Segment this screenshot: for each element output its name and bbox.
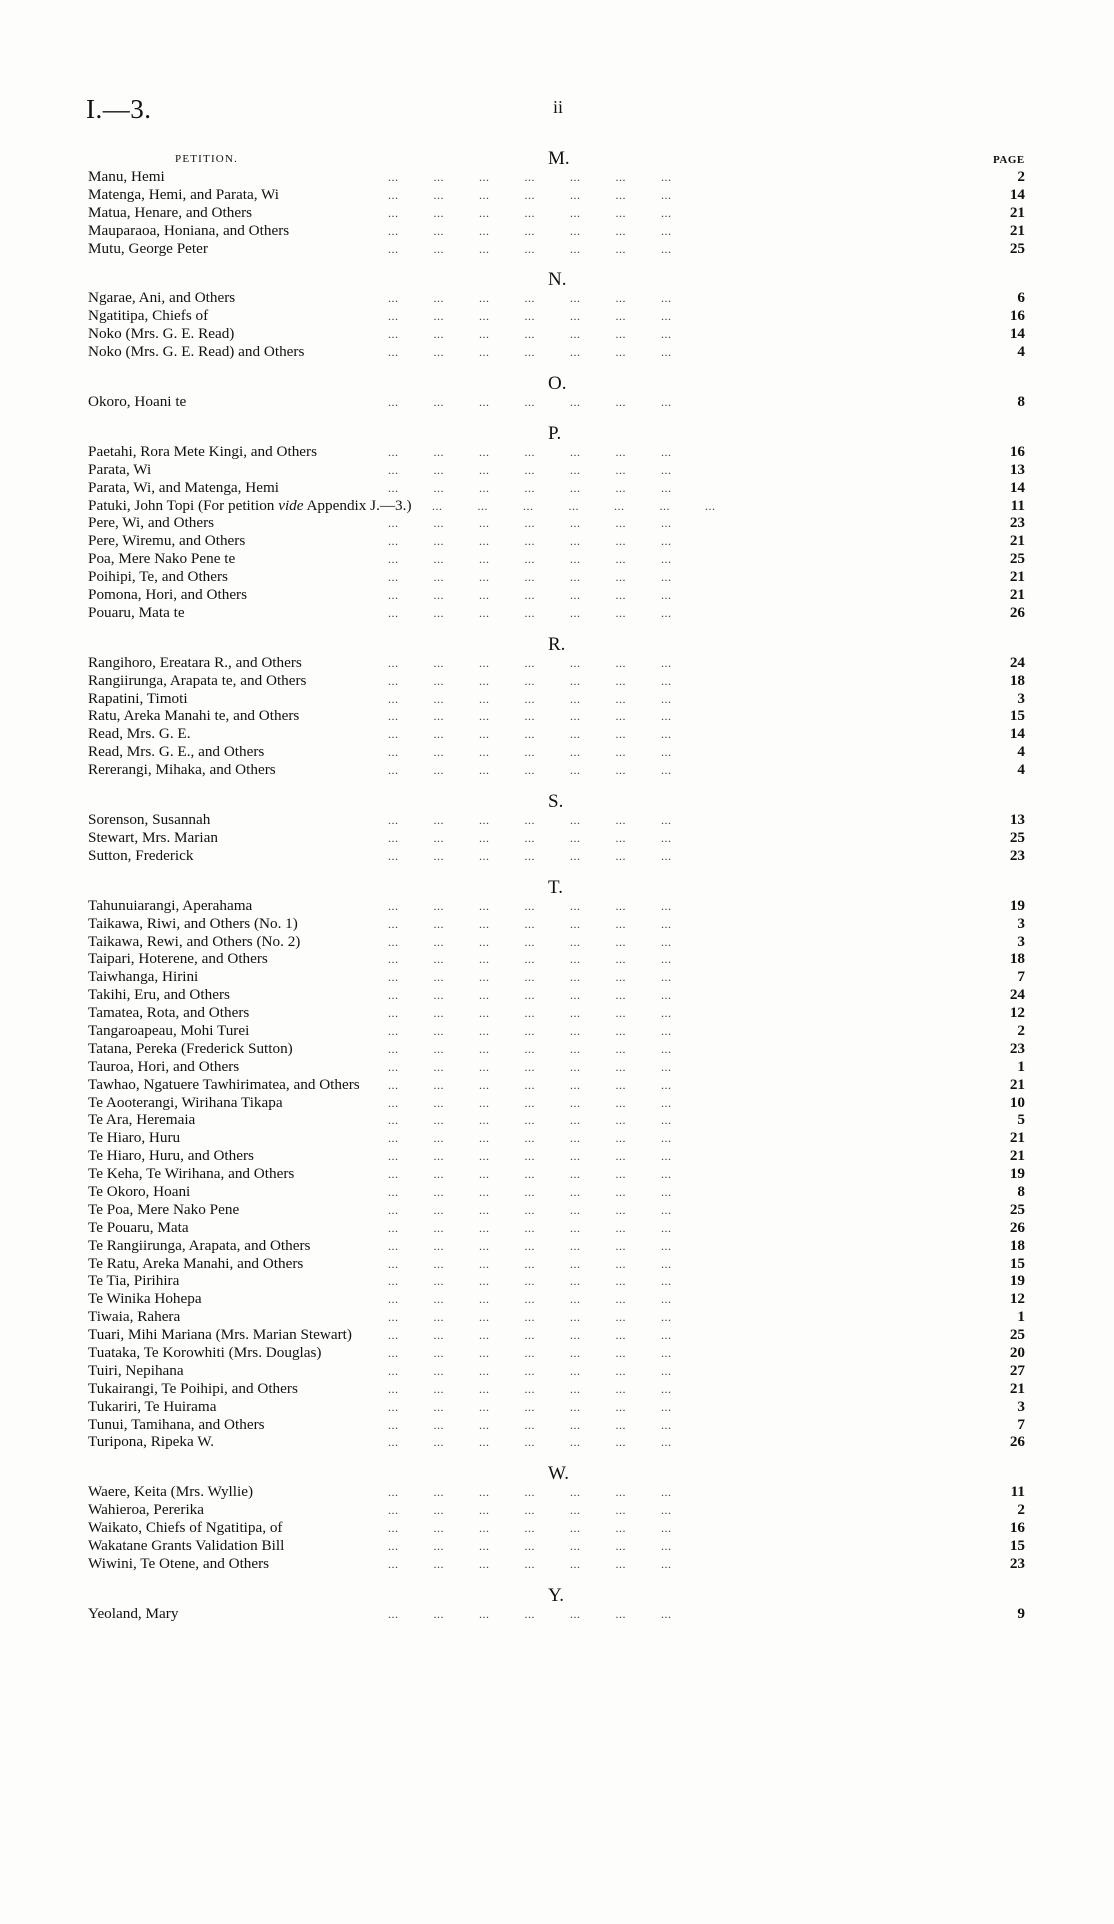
index-entry xyxy=(0,514,1114,532)
page-header xyxy=(0,0,1114,166)
page-reference: 11 xyxy=(1010,1483,1025,1501)
dot-leaders: ... ... ... ... ... ... ... xyxy=(388,187,672,202)
petitioner-name: Wakatane Grants Validation Bill xyxy=(88,1537,285,1554)
page-reference: 18 xyxy=(1009,1236,1025,1254)
index-entry xyxy=(0,532,1114,550)
page-reference: 3 xyxy=(1017,1397,1025,1415)
index-entry xyxy=(0,933,1114,951)
page-reference: 2 xyxy=(1017,168,1025,185)
petitioner-name: Pouaru, Mata te xyxy=(88,603,185,621)
index-entry xyxy=(0,725,1114,743)
index-entry xyxy=(0,1362,1114,1380)
index-entry xyxy=(0,761,1114,779)
index-entry xyxy=(0,1022,1114,1040)
dot-leaders: ... ... ... ... ... ... ... xyxy=(432,498,716,513)
dot-leaders: ... ... ... ... ... ... ... xyxy=(388,1363,672,1378)
page-reference: 23 xyxy=(1009,514,1025,532)
dot-leaders: ... ... ... ... ... ... ... xyxy=(388,709,672,724)
section-letter-heading: M. xyxy=(548,148,570,169)
index-entry xyxy=(0,654,1114,672)
page-reference: 25 xyxy=(1009,239,1025,257)
page-reference: 21 xyxy=(1009,568,1025,586)
dot-leaders: ... ... ... ... ... ... ... xyxy=(388,1131,672,1146)
petitioner-name: Te Winika Hohepa xyxy=(88,1290,202,1308)
page-reference: 26 xyxy=(1009,1218,1025,1236)
petitioner-name: Parata, Wi xyxy=(88,460,152,478)
dot-leaders: ... ... ... ... ... ... ... xyxy=(388,673,672,688)
section-letter-heading: T. xyxy=(548,876,563,898)
index-entry xyxy=(0,343,1114,361)
page-reference: 19 xyxy=(1009,1165,1025,1183)
page-reference: 25 xyxy=(1009,550,1025,568)
index-entry xyxy=(0,1111,1114,1129)
petitioner-name: Takihi, Eru, and Others xyxy=(88,986,230,1004)
petitioner-name: Mauparaoa, Honiana, and Others xyxy=(88,221,290,239)
page-reference: 16 xyxy=(1009,1519,1025,1537)
dot-leaders: ... ... ... ... ... ... ... xyxy=(388,813,672,828)
section-letter-heading: O. xyxy=(548,373,567,395)
page-reference: 18 xyxy=(1009,671,1025,689)
section-letter-heading: P. xyxy=(548,422,562,444)
petitioner-name: Te Ara, Heremaia xyxy=(88,1111,196,1129)
dot-leaders: ... ... ... ... ... ... ... xyxy=(388,1184,672,1199)
index-entry xyxy=(0,743,1114,761)
dot-leaders: ... ... ... ... ... ... ... xyxy=(388,1606,672,1621)
petitioner-name: Tuari, Mihi Mariana (Mrs. Marian Stewart) xyxy=(88,1326,352,1344)
page-reference: 18 xyxy=(1009,950,1025,968)
index-entry xyxy=(0,1380,1114,1398)
petitioner-name: Turipona, Ripeka W. xyxy=(88,1433,215,1451)
page-reference: 25 xyxy=(1009,1326,1025,1344)
petitioner-name: Te Aooterangi, Wirihana Tikapa xyxy=(88,1093,283,1111)
page-reference: 16 xyxy=(1009,442,1025,460)
index-entry xyxy=(0,1004,1114,1022)
dot-leaders: ... ... ... ... ... ... ... xyxy=(388,763,672,778)
index-section xyxy=(0,1463,1114,1572)
index-entry xyxy=(0,950,1114,968)
petitioner-name: Te Ratu, Areka Manahi, and Others xyxy=(88,1254,304,1272)
page-reference: 4 xyxy=(1017,761,1025,779)
petitioner-name: Rangihoro, Ereatara R., and Others xyxy=(88,653,302,671)
page-reference: 21 xyxy=(1009,1075,1025,1093)
petitioner-name: Waere, Keita (Mrs. Wyllie) xyxy=(88,1483,253,1501)
index-entry xyxy=(0,1058,1114,1076)
dot-leaders: ... ... ... ... ... ... ... xyxy=(388,898,672,913)
page-reference: 3 xyxy=(1017,689,1025,707)
index-entry xyxy=(0,1237,1114,1255)
index-entry xyxy=(0,1519,1114,1537)
page-reference: 19 xyxy=(1009,1272,1025,1290)
page-column-heading: PAGE xyxy=(993,154,1025,166)
petitioner-name: Tuataka, Te Korowhiti (Mrs. Douglas) xyxy=(88,1343,322,1361)
page-reference: 14 xyxy=(1009,478,1025,496)
index-section xyxy=(0,373,1114,411)
index-section xyxy=(0,423,1114,622)
petitioner-name: Tawhao, Ngatuere Tawhirimatea, and Others xyxy=(88,1075,360,1093)
petitioner-name: Ngarae, Ani, and Others xyxy=(88,289,236,307)
petitioner-name: Te Rangiirunga, Arapata, and Others xyxy=(88,1236,311,1254)
dot-leaders: ... ... ... ... ... ... ... xyxy=(388,570,672,585)
dot-leaders: ... ... ... ... ... ... ... xyxy=(388,1292,672,1307)
page-reference: 23 xyxy=(1009,1554,1025,1572)
dot-leaders: ... ... ... ... ... ... ... xyxy=(388,691,672,706)
page-reference: 25 xyxy=(1009,828,1025,846)
page-reference: 14 xyxy=(1009,185,1025,203)
dot-leaders: ... ... ... ... ... ... ... xyxy=(388,327,672,342)
index-entry xyxy=(0,443,1114,461)
index-entry xyxy=(0,672,1114,690)
section-letter-heading: S. xyxy=(548,791,564,813)
index-entry xyxy=(0,568,1114,586)
dot-leaders: ... ... ... ... ... ... ... xyxy=(388,1345,672,1360)
petition-column-heading: PETITION. xyxy=(175,153,239,165)
petitioner-name: Noko (Mrs. G. E. Read) xyxy=(88,325,235,343)
page-reference: 20 xyxy=(1009,1343,1025,1361)
petitioner-name: Manu, Hemi xyxy=(88,168,165,185)
dot-leaders: ... ... ... ... ... ... ... xyxy=(388,1041,672,1056)
petitioner-name: Taipari, Hoterene, and Others xyxy=(88,950,268,968)
dot-leaders: ... ... ... ... ... ... ... xyxy=(388,1399,672,1414)
petitioner-name: Rangiirunga, Arapata te, and Others xyxy=(88,671,307,689)
index-entry xyxy=(0,690,1114,708)
petitioner-name: Sorenson, Susannah xyxy=(88,811,211,829)
dot-leaders: ... ... ... ... ... ... ... xyxy=(388,830,672,845)
petitioner-name: Yeoland, Mary xyxy=(88,1604,179,1622)
petitioner-name: Poa, Mere Nako Pene te xyxy=(88,550,236,568)
petitioner-name: Pomona, Hori, and Others xyxy=(88,586,248,604)
petitioner-name: Pere, Wiremu, and Others xyxy=(88,532,246,550)
index-entry xyxy=(0,1094,1114,1112)
page-reference: 13 xyxy=(1009,811,1025,829)
petitioner-name: Taikawa, Riwi, and Others (No. 1) xyxy=(88,914,298,932)
dot-leaders: ... ... ... ... ... ... ... xyxy=(388,1006,672,1021)
index-entry xyxy=(0,1501,1114,1519)
index-entry xyxy=(0,1147,1114,1165)
petitioner-name: Te Tia, Pirihira xyxy=(88,1272,180,1290)
dot-leaders: ... ... ... ... ... ... ... xyxy=(388,588,672,603)
index-section xyxy=(0,791,1114,865)
page-reference: 3 xyxy=(1017,914,1025,932)
index-entry xyxy=(0,707,1114,725)
dot-leaders: ... ... ... ... ... ... ... xyxy=(388,1059,672,1074)
petitioner-name: Waikato, Chiefs of Ngatitipa, of xyxy=(88,1519,283,1537)
petitioner-name: Wiwini, Te Otene, and Others xyxy=(88,1554,270,1572)
petitioner-name: Tangaroapeau, Mohi Turei xyxy=(88,1021,250,1039)
petitioner-name: Ngatitipa, Chiefs of xyxy=(88,307,209,325)
dot-leaders: ... ... ... ... ... ... ... xyxy=(388,1238,672,1253)
index-entry xyxy=(0,1255,1114,1273)
page-reference: 24 xyxy=(1009,653,1025,671)
index-entry xyxy=(0,1326,1114,1344)
page-reference: 21 xyxy=(1009,1129,1025,1147)
section-letter-heading: R. xyxy=(548,633,566,655)
index-entry xyxy=(0,168,1114,186)
index-entry xyxy=(0,1040,1114,1058)
index-entry xyxy=(0,479,1114,497)
index-entry xyxy=(0,915,1114,933)
index-entry xyxy=(0,1416,1114,1434)
page-reference: 26 xyxy=(1009,1433,1025,1451)
dot-leaders: ... ... ... ... ... ... ... xyxy=(388,988,672,1003)
index-entry xyxy=(0,204,1114,222)
index-entry xyxy=(0,1219,1114,1237)
page-reference: 15 xyxy=(1009,1537,1025,1554)
index-entry xyxy=(0,325,1114,343)
dot-leaders: ... ... ... ... ... ... ... xyxy=(388,1503,672,1518)
dot-leaders: ... ... ... ... ... ... ... xyxy=(388,727,672,742)
index-section xyxy=(0,1585,1114,1623)
petitioner-name: Te Keha, Te Wirihana, and Others xyxy=(88,1165,295,1183)
petitioner-name: Matenga, Hemi, and Parata, Wi xyxy=(88,185,279,203)
index-section xyxy=(0,269,1114,361)
petitioner-name: Parata, Wi, and Matenga, Hemi xyxy=(88,478,279,496)
page-reference: 16 xyxy=(1009,307,1025,325)
dot-leaders: ... ... ... ... ... ... ... xyxy=(388,952,672,967)
petitioner-name: Tahunuiarangi, Aperahama xyxy=(88,896,253,914)
index-entry xyxy=(0,1555,1114,1573)
page-reference: 7 xyxy=(1017,968,1025,986)
page-reference: 21 xyxy=(1009,1379,1025,1397)
dot-leaders: ... ... ... ... ... ... ... xyxy=(388,1113,672,1128)
index-entry xyxy=(0,1165,1114,1183)
dot-leaders: ... ... ... ... ... ... ... xyxy=(388,291,672,306)
dot-leaders: ... ... ... ... ... ... ... xyxy=(388,534,672,549)
page-reference: 4 xyxy=(1017,743,1025,761)
page-number: ii xyxy=(553,97,564,117)
page-reference: 6 xyxy=(1017,289,1025,307)
petitioner-name: Tamatea, Rota, and Others xyxy=(88,1004,250,1022)
petitioner-name: Stewart, Mrs. Marian xyxy=(88,828,218,846)
index-entry xyxy=(0,393,1114,411)
dot-leaders: ... ... ... ... ... ... ... xyxy=(388,605,672,620)
page-reference: 1 xyxy=(1017,1308,1025,1326)
index-entry xyxy=(0,1290,1114,1308)
index-entry xyxy=(0,897,1114,915)
index-entry xyxy=(0,307,1114,325)
index-entry xyxy=(0,1201,1114,1219)
dot-leaders: ... ... ... ... ... ... ... xyxy=(388,1202,672,1217)
page-reference: 1 xyxy=(1017,1057,1025,1075)
petitioner-name: Tunui, Tamihana, and Others xyxy=(88,1415,265,1433)
dot-leaders: ... ... ... ... ... ... ... xyxy=(388,1095,672,1110)
index-entry xyxy=(0,186,1114,204)
index-entry xyxy=(0,550,1114,568)
dot-leaders: ... ... ... ... ... ... ... xyxy=(388,309,672,324)
petitioner-name: Sutton, Frederick xyxy=(88,846,194,864)
petitioner-name: Okoro, Hoani te xyxy=(88,393,187,411)
page-reference: 21 xyxy=(1009,532,1025,550)
page-reference: 25 xyxy=(1009,1200,1025,1218)
dot-leaders: ... ... ... ... ... ... ... xyxy=(388,1256,672,1271)
index-entry xyxy=(0,1433,1114,1451)
index-entry xyxy=(0,1129,1114,1147)
dot-leaders: ... ... ... ... ... ... ... xyxy=(388,395,672,410)
index-entry xyxy=(0,811,1114,829)
dot-leaders: ... ... ... ... ... ... ... xyxy=(388,516,672,531)
dot-leaders: ... ... ... ... ... ... ... xyxy=(388,1485,672,1500)
petitioner-name: Rapatini, Timoti xyxy=(88,689,188,707)
index-entry xyxy=(0,586,1114,604)
petitioner-name: Matua, Henare, and Others xyxy=(88,203,253,221)
dot-leaders: ... ... ... ... ... ... ... xyxy=(388,1435,672,1450)
dot-leaders: ... ... ... ... ... ... ... xyxy=(388,480,672,495)
section-letter-heading: N. xyxy=(548,269,567,291)
dot-leaders: ... ... ... ... ... ... ... xyxy=(388,345,672,360)
dot-leaders: ... ... ... ... ... ... ... xyxy=(388,223,672,238)
index-entry xyxy=(0,1272,1114,1290)
dot-leaders: ... ... ... ... ... ... ... xyxy=(388,1521,672,1536)
page-reference: 12 xyxy=(1009,1290,1025,1308)
page-reference: 2 xyxy=(1017,1021,1025,1039)
page-reference: 13 xyxy=(1009,460,1025,478)
index-entry xyxy=(0,289,1114,307)
page-reference: 3 xyxy=(1017,932,1025,950)
index-entry xyxy=(0,829,1114,847)
section-letter-heading: W. xyxy=(548,1463,569,1485)
dot-leaders: ... ... ... ... ... ... ... xyxy=(388,1310,672,1325)
page-reference: 4 xyxy=(1017,343,1025,361)
petition-index xyxy=(0,148,1114,1623)
page-reference: 15 xyxy=(1009,707,1025,725)
petitioner-name: Paetahi, Rora Mete Kingi, and Others xyxy=(88,442,318,460)
page-reference: 15 xyxy=(1009,1254,1025,1272)
dot-leaders: ... ... ... ... ... ... ... xyxy=(388,745,672,760)
page-reference: 23 xyxy=(1009,1039,1025,1057)
dot-leaders: ... ... ... ... ... ... ... xyxy=(388,552,672,567)
petitioner-name: Poihipi, Te, and Others xyxy=(88,568,228,586)
dot-leaders: ... ... ... ... ... ... ... xyxy=(388,655,672,670)
dot-leaders: ... ... ... ... ... ... ... xyxy=(388,1220,672,1235)
petitioner-name: Ratu, Areka Manahi te, and Others xyxy=(88,707,300,725)
petitioner-name: Noko (Mrs. G. E. Read) and Others xyxy=(88,343,305,361)
page-reference: 8 xyxy=(1017,393,1025,411)
index-section xyxy=(0,877,1114,1452)
page-reference: 19 xyxy=(1009,896,1025,914)
page-reference: 26 xyxy=(1009,603,1025,621)
index-entry xyxy=(0,461,1114,479)
index-entry xyxy=(0,986,1114,1004)
dot-leaders: ... ... ... ... ... ... ... xyxy=(388,170,672,184)
index-entry xyxy=(0,1398,1114,1416)
dot-leaders: ... ... ... ... ... ... ... xyxy=(388,1274,672,1289)
petitioner-name: Tukairangi, Te Poihipi, and Others xyxy=(88,1379,298,1397)
dot-leaders: ... ... ... ... ... ... ... xyxy=(388,1077,672,1092)
petitioner-name: Te Poa, Mere Nako Pene xyxy=(88,1200,240,1218)
dot-leaders: ... ... ... ... ... ... ... xyxy=(388,1167,672,1182)
page-reference: 21 xyxy=(1009,203,1025,221)
dot-leaders: ... ... ... ... ... ... ... xyxy=(388,444,672,459)
section-letter-heading: Y. xyxy=(548,1584,565,1606)
index-entry xyxy=(0,222,1114,240)
dot-leaders: ... ... ... ... ... ... ... xyxy=(388,916,672,931)
page-reference: 21 xyxy=(1009,221,1025,239)
page-reference: 14 xyxy=(1009,325,1025,343)
index-entry xyxy=(0,1483,1114,1501)
dot-leaders: ... ... ... ... ... ... ... xyxy=(388,1023,672,1038)
page-reference: 14 xyxy=(1009,725,1025,743)
petitioner-name: Mutu, George Peter xyxy=(88,239,208,257)
petitioner-name: Taiwhanga, Hirini xyxy=(88,968,199,986)
index-entry xyxy=(0,1537,1114,1555)
petitioner-name: Tuiri, Nepihana xyxy=(88,1361,184,1379)
petitioner-name: Wahieroa, Pererika xyxy=(88,1501,204,1519)
dot-leaders: ... ... ... ... ... ... ... xyxy=(388,205,672,220)
index-entry xyxy=(0,1183,1114,1201)
petitioner-name: Read, Mrs. G. E., and Others xyxy=(88,743,265,761)
index-entry xyxy=(0,1308,1114,1326)
dot-leaders: ... ... ... ... ... ... ... xyxy=(388,970,672,985)
dot-leaders: ... ... ... ... ... ... ... xyxy=(388,848,672,863)
petitioner-name: Te Hiaro, Huru, and Others xyxy=(88,1147,254,1165)
index-entry xyxy=(0,497,1114,515)
dot-leaders: ... ... ... ... ... ... ... xyxy=(388,241,672,256)
index-entry xyxy=(0,604,1114,622)
petitioner-name: Tiwaia, Rahera xyxy=(88,1308,181,1326)
index-entry xyxy=(0,1605,1114,1623)
page-reference: 12 xyxy=(1009,1004,1025,1022)
petitioner-name: Tauroa, Hori, and Others xyxy=(88,1057,240,1075)
petitioner-name: Taikawa, Rewi, and Others (No. 2) xyxy=(88,932,301,950)
page-reference: 11 xyxy=(1010,496,1025,514)
petitioner-name: Te Pouaru, Mata xyxy=(88,1218,189,1236)
page-reference: 5 xyxy=(1017,1111,1025,1129)
page-reference: 2 xyxy=(1017,1501,1025,1519)
petitioner-name: Patuki, John Topi (For petition vide Appendix J.—3.) xyxy=(88,496,412,514)
petitioner-name: Te Hiaro, Huru xyxy=(88,1129,181,1147)
index-entry xyxy=(0,240,1114,258)
index-entry xyxy=(0,847,1114,865)
dot-leaders: ... ... ... ... ... ... ... xyxy=(388,1556,672,1571)
document-reference: I.—3. xyxy=(86,94,152,124)
page-reference: 8 xyxy=(1017,1182,1025,1200)
petitioner-name: Te Okoro, Hoani xyxy=(88,1182,191,1200)
page-reference: 10 xyxy=(1009,1093,1025,1111)
dot-leaders: ... ... ... ... ... ... ... xyxy=(388,1149,672,1164)
dot-leaders: ... ... ... ... ... ... ... xyxy=(388,934,672,949)
petitioner-name: Read, Mrs. G. E. xyxy=(88,725,191,743)
petitioner-name: Tatana, Pereka (Frederick Sutton) xyxy=(88,1039,293,1057)
index-section xyxy=(0,148,1114,257)
dot-leaders: ... ... ... ... ... ... ... xyxy=(388,1328,672,1343)
page-reference: 24 xyxy=(1009,986,1025,1004)
petitioner-name: Pere, Wi, and Others xyxy=(88,514,215,532)
page-reference: 27 xyxy=(1009,1361,1025,1379)
index-entry xyxy=(0,1076,1114,1094)
index-entry xyxy=(0,1344,1114,1362)
dot-leaders: ... ... ... ... ... ... ... xyxy=(388,462,672,477)
page-reference: 21 xyxy=(1009,1147,1025,1165)
index-section xyxy=(0,634,1114,779)
index-entry xyxy=(0,968,1114,986)
dot-leaders: ... ... ... ... ... ... ... xyxy=(388,1381,672,1396)
dot-leaders: ... ... ... ... ... ... ... xyxy=(388,1539,672,1553)
petitioner-name: Tukariri, Te Huirama xyxy=(88,1397,217,1415)
petitioner-name: Rererangi, Mihaka, and Others xyxy=(88,761,276,779)
page-reference: 21 xyxy=(1009,586,1025,604)
page-reference: 9 xyxy=(1017,1604,1025,1622)
page-reference: 7 xyxy=(1017,1415,1025,1433)
page-reference: 23 xyxy=(1009,846,1025,864)
dot-leaders: ... ... ... ... ... ... ... xyxy=(388,1417,672,1432)
